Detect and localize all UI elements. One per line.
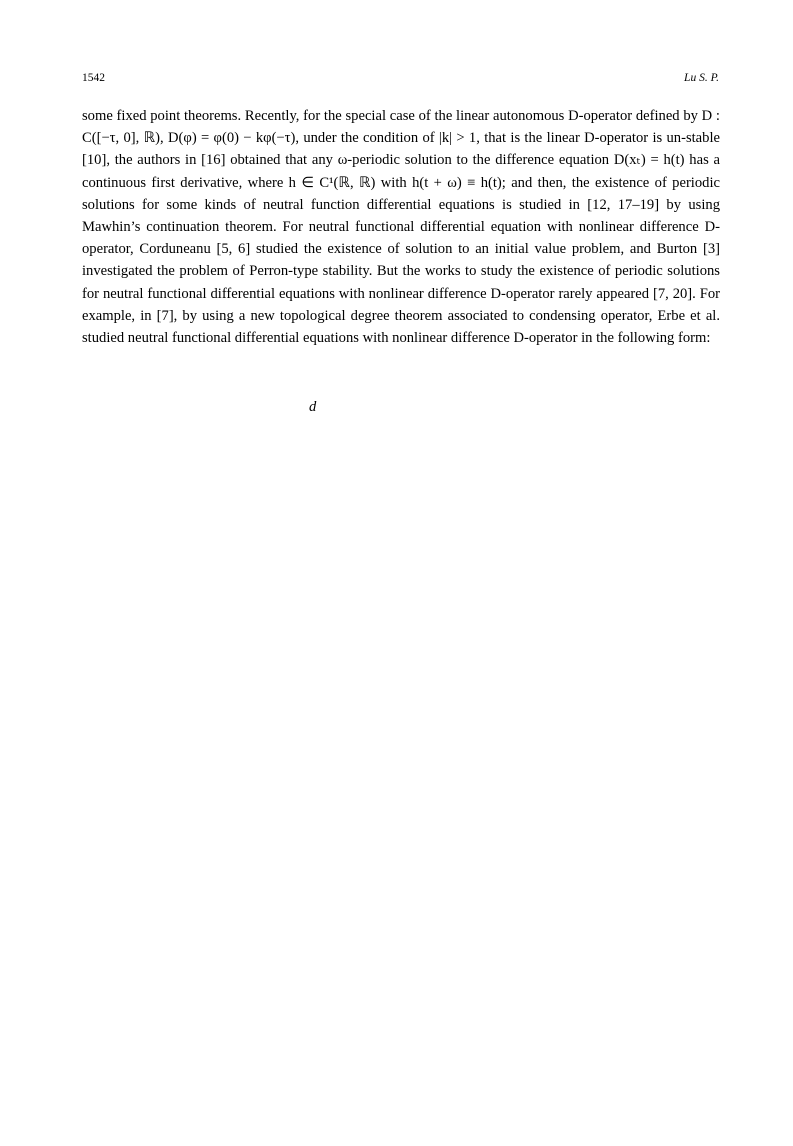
running-head: Lu S. P. (684, 72, 719, 84)
equation-fragment: d (309, 399, 317, 415)
page-header (82, 72, 719, 88)
body-paragraph: some fixed point theorems. Recently, for the special case of the linear autonomous D-operator defined by D : C([−τ, 0], ℝ), D(φ) = φ(0) − kφ(−τ), under the condition of |k| > 1, that is the linear D-operator is un-stable [10], the authors in [16] obtained that any ω-periodic solution to the difference equation D(xₜ) = h(t) has a continuous first derivative, where h ∈ C¹(ℝ, ℝ) with h(t + ω) ≡ h(t); and then, the existence of periodic solutions for some kinds of neutral function differential equations is studied in [12, 17–19] by using Mawhin’s continuation theorem. For neutral functional differential equation with nonlinear difference D-operator, Corduneanu [5, 6] studied the existence of solution to an initial value problem, and Burton [3] investigated the problem of Perron-type stability. But the works to study the existence of periodic solutions for neutral functional differential equations with nonlinear difference D-operator rarely appeared [7, 20]. For example, in [7], by using a new topological degree theorem associated to condensing operator, Erbe et al. studied neutral functional differential equations with nonlinear difference D-operator in the following form: (82, 108, 720, 347)
page-number: 1542 (82, 72, 105, 84)
